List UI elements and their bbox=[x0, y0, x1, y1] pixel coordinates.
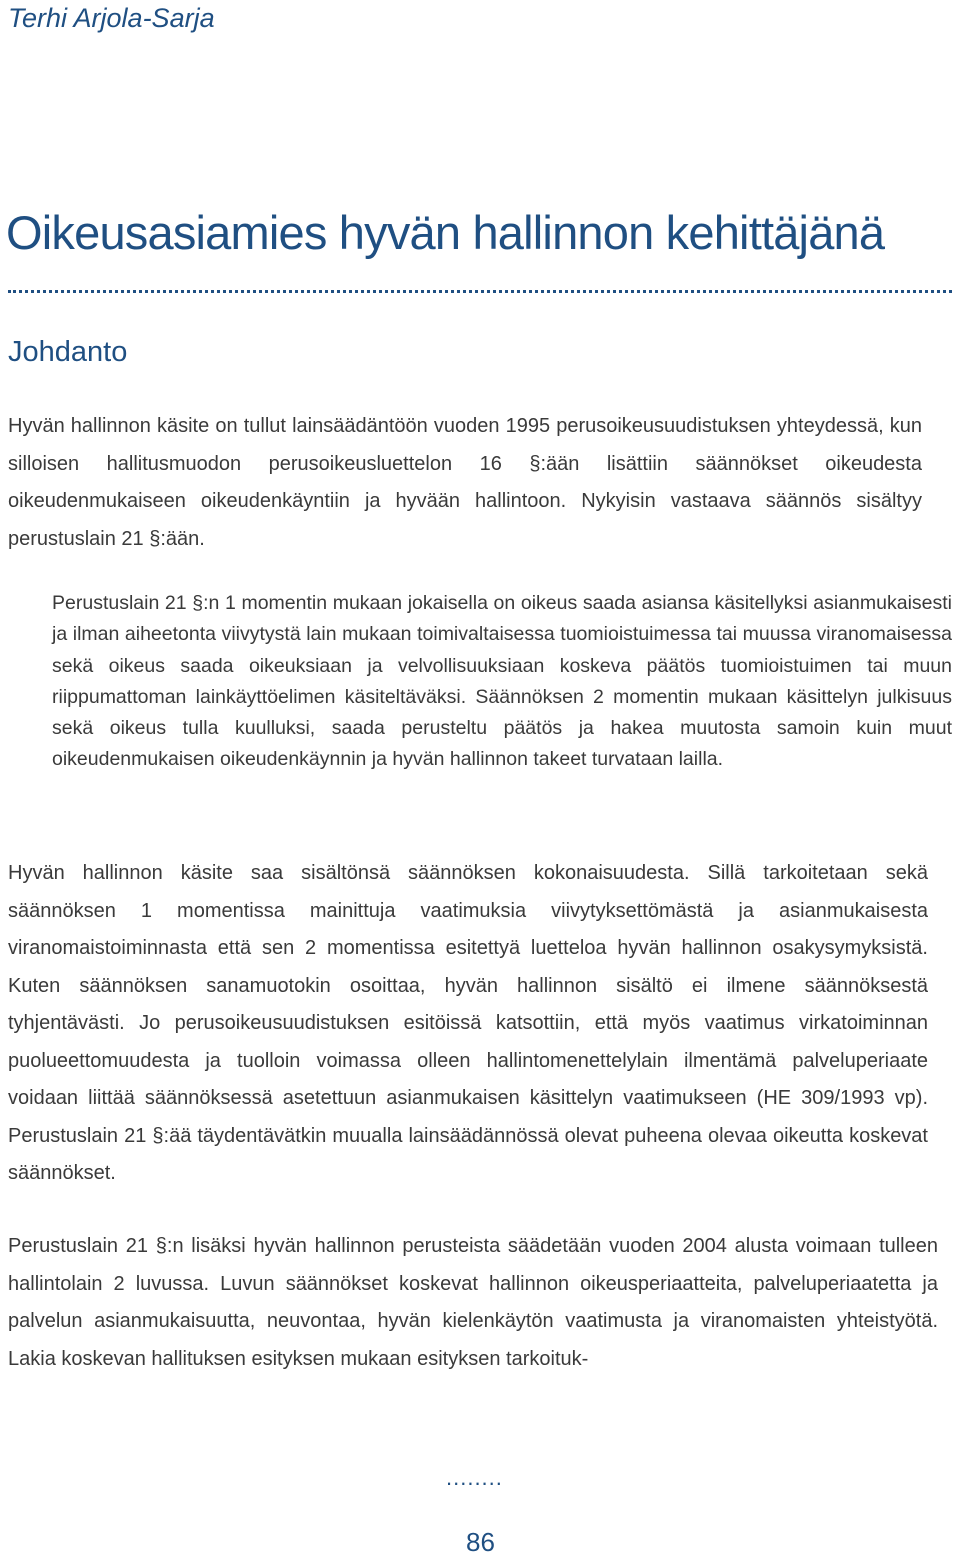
paragraph: Hyvän hallinnon käsite on tullut lainsäädäntöön vuoden 1995 perusoikeusuudistuksen yhteydessä, kun silloisen hallitusmuodon perusoikeusluettelon 16 §:ään lisättiin säännökset oikeudesta oikeudenmukaiseen oikeudenkäyntiin ja hyvään hallintoon. Nykyisin vastaava säännös sisältyy perustuslain 21 §:ään. bbox=[8, 415, 922, 550]
page-number: 86 bbox=[466, 1527, 495, 1557]
title-divider bbox=[8, 290, 952, 293]
author-name: Terhi Arjola-Sarja bbox=[8, 3, 215, 33]
paragraph: Perustuslain 21 §:n lisäksi hyvän hallinnon perusteista säädetään vuoden 2004 alusta voimaan tulleen hallintolain 2 luvussa. Luvun säännökset koskevat hallinnon oikeusperiaatteita, palveluperiaatetta ja palvelun asianmukaisuutta, neuvontaa, hyvän kielenkäytön vaatimusta ja viranomaisten yhteistyötä. Lakia koskevan hallituksen esityksen mukaan esityksen tarkoituk- bbox=[8, 1235, 938, 1370]
article-title: Oikeusasiamies hyvän hallinnon kehittäjänä bbox=[6, 206, 885, 259]
section-heading: Johdanto bbox=[8, 336, 128, 368]
footer-dots: ........ bbox=[446, 1465, 503, 1490]
indented-paragraph: Perustuslain 21 §:n 1 momentin mukaan jokaisella on oikeus saada asiansa käsitellyksi asianmukaisesti ja ilman aiheetonta viivytystä lain mukaan toimivaltaisessa tuomioistuimessa tai muussa viranomaisessa sekä oikeus saada oikeuksiaan ja velvollisuuksiaan koskeva päätös tuomioistuimen tai muun riippumattoman lainkäyttöelimen käsiteltäväksi. Säännöksen 2 momentin mukaan käsittelyn julkisuus sekä oikeus tulla kuulluksi, saada perusteltu päätös ja hakea muutosta samoin kuin muut oikeudenmukaisen oikeudenkäynnin ja hyvän hallinnon takeet turvataan lailla. bbox=[52, 592, 952, 771]
paragraph: Hyvän hallinnon käsite saa sisältönsä säännöksen kokonaisuudesta. Sillä tarkoitetaan sekä säännöksen 1 momentissa mainittuja vaatimuksia viivytyksettömästä ja asianmukaisesta viranomaistoiminnasta että sen 2 momentissa esitettyä luetteloa hyvän hallinnon osakysymyksistä. Kuten säännöksen sanamuotokin osoittaa, hyvän hallinnon sisältö ei ilmene säännöksestä tyhjentävästi. Jo perusoikeusuudistuksen esitöissä katsottiin, että myös vaatimus virkatoiminnan puolueettomuudesta ja tuolloin voimassa olleen hallintomenettelylain ilmentämä palveluperiaate voidaan liittää säännöksessä asetettuun asianmukaisen käsittelyn vaatimukseen (HE 309/1993 vp). Perustuslain 21 §:ää täydentävätkin muualla lainsäädännössä olevat puheena olevaa oikeutta koskevat säännökset. bbox=[8, 862, 928, 1184]
